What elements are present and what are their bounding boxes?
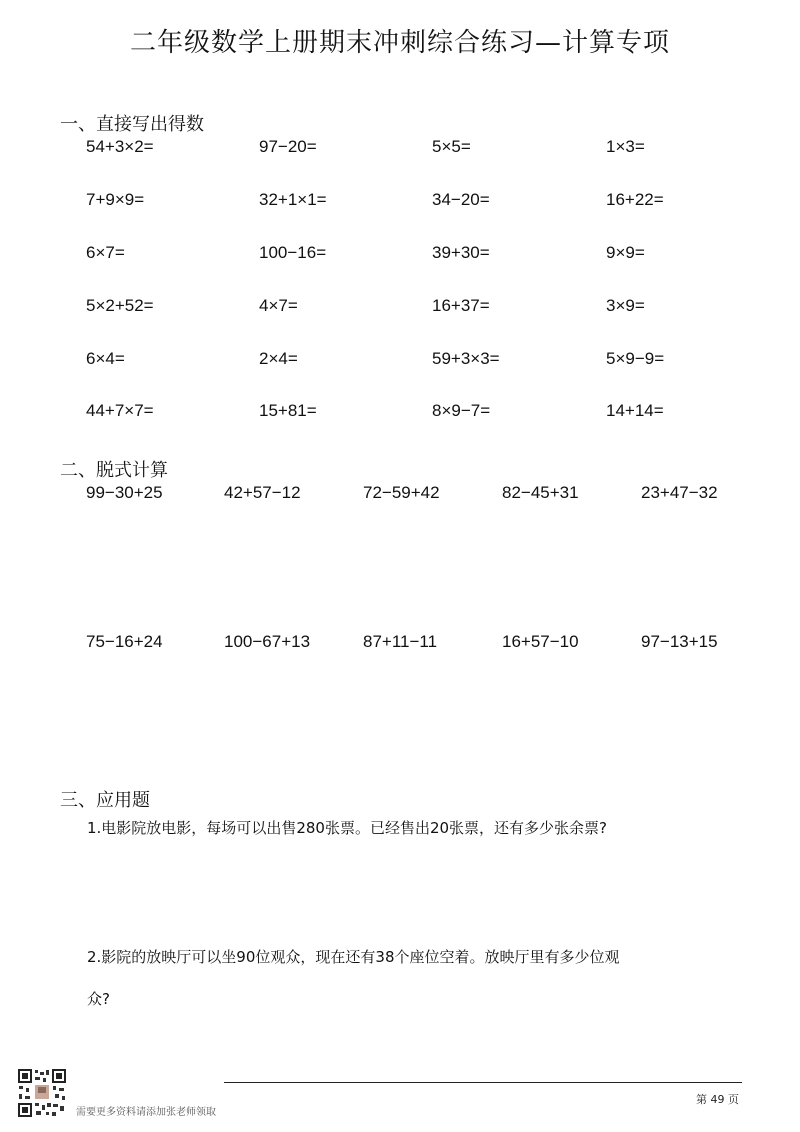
footer-note: 需要更多资料请添加张老师领取 bbox=[76, 1107, 216, 1118]
direct-answer-problem: 8×9−7= bbox=[432, 401, 491, 420]
step-calculation-problem: 16+57−10 bbox=[502, 632, 579, 651]
step-calculation-problem: 23+47−32 bbox=[641, 483, 718, 502]
direct-answer-problem: 5×2+52= bbox=[86, 296, 154, 315]
direct-answer-problem: 32+1×1= bbox=[259, 190, 327, 209]
step-calculation-problem: 97−13+15 bbox=[641, 632, 718, 651]
step-calculation-problem: 99−30+25 bbox=[86, 483, 163, 502]
direct-answer-problem: 100−16= bbox=[259, 243, 327, 262]
word-problem-1: 1.电影院放电影，每场可以出售280张票。已经售出20张票，还有多少张余票? bbox=[87, 819, 607, 837]
direct-answer-problem: 97−20= bbox=[259, 137, 317, 156]
direct-answer-problem: 14+14= bbox=[606, 401, 664, 420]
direct-answer-problem: 44+7×7= bbox=[86, 401, 154, 420]
page-title: 二年级数学上册期末冲刺综合练习—计算专项 bbox=[129, 28, 670, 58]
step-calculation-problem: 100−67+13 bbox=[224, 632, 311, 651]
section3-heading: 三、应用题 bbox=[60, 790, 150, 811]
page-number: 第 49 页 bbox=[696, 1093, 739, 1106]
direct-answer-problem: 6×4= bbox=[86, 349, 125, 368]
direct-answer-problem: 59+3×3= bbox=[432, 349, 500, 368]
direct-answer-problem: 3×9= bbox=[606, 296, 645, 315]
step-calculation-problem: 82−45+31 bbox=[502, 483, 579, 502]
direct-answer-problem: 9×9= bbox=[606, 243, 645, 262]
direct-answer-problem: 16+37= bbox=[432, 296, 490, 315]
section2-heading: 二、脱式计算 bbox=[60, 460, 168, 481]
direct-answer-problem: 34−20= bbox=[432, 190, 490, 209]
section1-heading: 一、直接写出得数 bbox=[60, 114, 204, 135]
direct-answer-problem: 54+3×2= bbox=[86, 137, 154, 156]
word-problem-2-line2: 众? bbox=[87, 990, 110, 1008]
direct-answer-problem: 4×7= bbox=[259, 296, 298, 315]
direct-answer-problem: 1×3= bbox=[606, 137, 645, 156]
step-calculation-problem: 72−59+42 bbox=[363, 483, 440, 502]
direct-answer-problem: 5×5= bbox=[432, 137, 471, 156]
step-calculation-problem: 87+11−11 bbox=[363, 632, 438, 651]
word-problem-2-line1: 2.影院的放映厅可以坐90位观众，现在还有38个座位空着。放映厅里有多少位观 bbox=[87, 948, 620, 966]
direct-answer-problem: 5×9−9= bbox=[606, 349, 665, 368]
direct-answer-problem: 39+30= bbox=[432, 243, 490, 262]
direct-answer-problem: 2×4= bbox=[259, 349, 298, 368]
direct-answer-problem: 16+22= bbox=[606, 190, 664, 209]
footer-divider bbox=[224, 1082, 742, 1083]
direct-answer-problem: 6×7= bbox=[86, 243, 125, 262]
qr-code-icon bbox=[17, 1068, 67, 1118]
step-calculation-problem: 42+57−12 bbox=[224, 483, 301, 502]
direct-answer-problem: 7+9×9= bbox=[86, 190, 145, 209]
direct-answer-problem: 15+81= bbox=[259, 401, 317, 420]
step-calculation-problem: 75−16+24 bbox=[86, 632, 163, 651]
